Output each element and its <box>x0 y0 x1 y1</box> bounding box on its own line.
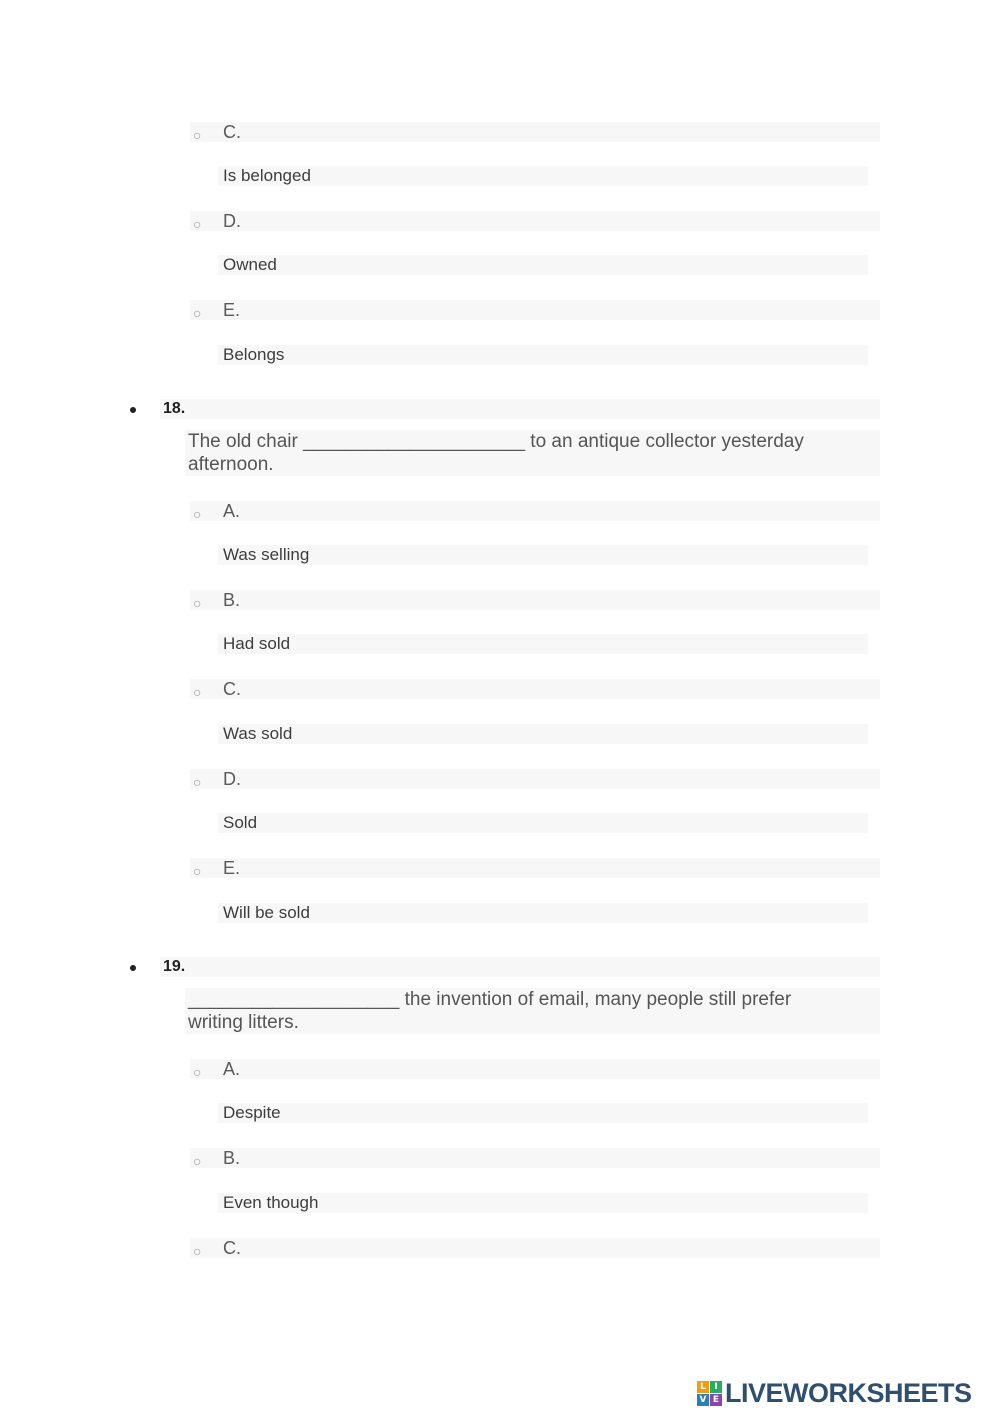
question-text-line: writing litters. <box>188 1012 299 1033</box>
option-bullet-icon: ○ <box>193 127 202 143</box>
option-text[interactable]: Belongs <box>223 345 285 364</box>
option-bullet-icon: ○ <box>193 1153 202 1169</box>
option-bullet-icon: ○ <box>193 1243 202 1259</box>
option-text[interactable]: Is belonged <box>223 166 311 185</box>
logo-mark-letter: I <box>710 1381 722 1393</box>
option-band <box>190 122 880 142</box>
option-band <box>218 345 868 365</box>
option-letter: A. <box>223 1059 241 1079</box>
question-text-line: The old chair _____________________ to an antique collector yesterday <box>188 431 804 452</box>
option-letter: C. <box>223 1238 241 1258</box>
question-bullet-icon <box>130 965 136 971</box>
option-text[interactable]: Was selling <box>223 545 310 564</box>
option-band <box>218 813 868 833</box>
option-band <box>190 769 880 789</box>
option-band <box>190 679 880 699</box>
option-text[interactable]: Will be sold <box>223 903 310 922</box>
option-bullet-icon: ○ <box>193 506 202 522</box>
option-bullet-icon: ○ <box>193 305 202 321</box>
question-text-line: afternoon. <box>188 454 274 475</box>
option-letter: A. <box>223 501 241 521</box>
question-bullet-icon <box>130 407 136 413</box>
logo-mark-icon <box>697 1381 722 1406</box>
option-bullet-icon: ○ <box>193 595 202 611</box>
option-text[interactable]: Had sold <box>223 634 291 653</box>
option-letter: B. <box>223 1148 241 1168</box>
option-bullet-icon: ○ <box>193 1064 202 1080</box>
option-band <box>218 903 868 923</box>
option-bullet-icon: ○ <box>193 863 202 879</box>
logo-mark-letter: E <box>710 1394 722 1406</box>
option-text[interactable]: Despite <box>223 1103 281 1122</box>
option-text[interactable]: Sold <box>223 813 258 832</box>
option-band <box>218 724 868 744</box>
option-band <box>190 1238 880 1258</box>
option-letter: C. <box>223 122 241 142</box>
option-letter: D. <box>223 769 241 789</box>
option-letter: D. <box>223 211 241 231</box>
option-text[interactable]: Even though <box>223 1193 319 1212</box>
logo-mark-letter: V <box>697 1394 709 1406</box>
option-bullet-icon: ○ <box>193 216 202 232</box>
option-band <box>190 1148 880 1168</box>
question-number-band <box>160 399 880 419</box>
option-band <box>190 211 880 231</box>
option-band <box>218 255 868 275</box>
option-band <box>190 501 880 521</box>
logo-text: LIVEWORKSHEETS <box>725 1377 972 1408</box>
question-number: 18. <box>163 400 186 417</box>
logo-mark-letter: L <box>697 1381 709 1393</box>
option-bullet-icon: ○ <box>193 684 202 700</box>
question-number-band <box>160 957 880 977</box>
question-text-line: ____________________ the invention of email, many people still prefer <box>188 989 792 1010</box>
option-band <box>218 166 868 186</box>
question-text <box>188 430 868 476</box>
option-letter: B. <box>223 590 241 610</box>
question-number: 19. <box>163 958 186 975</box>
option-letter: C. <box>223 679 241 699</box>
option-band <box>190 1059 880 1079</box>
liveworksheets-logo <box>697 1378 972 1408</box>
option-text[interactable]: Owned <box>223 255 277 274</box>
option-band <box>190 590 880 610</box>
option-band <box>190 858 880 878</box>
option-band <box>218 634 868 654</box>
option-letter: E. <box>223 858 241 878</box>
option-band <box>218 545 868 565</box>
option-text[interactable]: Was sold <box>223 724 293 743</box>
option-bullet-icon: ○ <box>193 774 202 790</box>
option-band <box>190 300 880 320</box>
option-band <box>218 1103 868 1123</box>
option-letter: E. <box>223 300 241 320</box>
question-text <box>188 988 868 1034</box>
